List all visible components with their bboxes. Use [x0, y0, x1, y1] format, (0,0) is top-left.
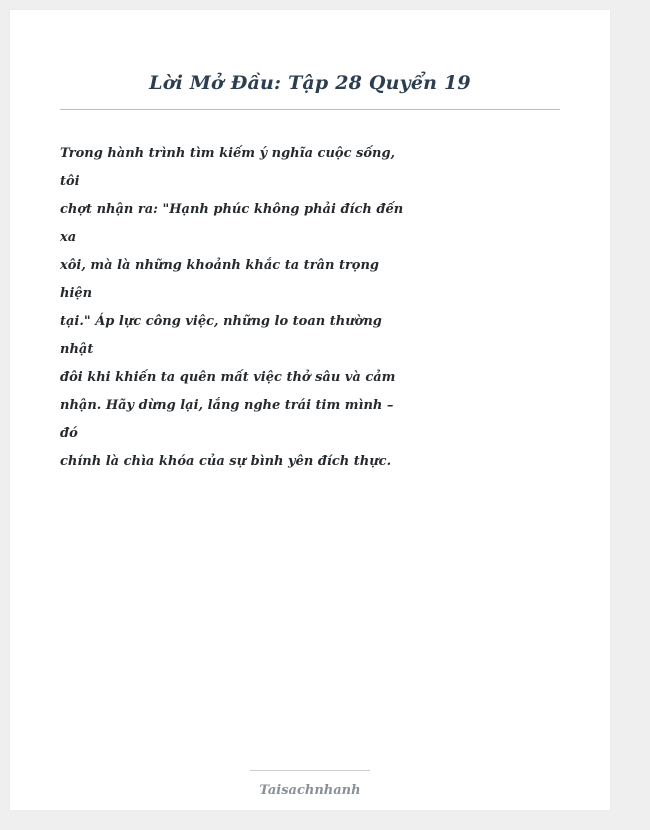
body-line: đó [60, 426, 78, 441]
body-line: hiện [60, 286, 93, 301]
footer-divider [250, 770, 370, 771]
body-line: xôi, mà là những khoảnh khắc ta trân trọng [60, 258, 380, 273]
body-text [60, 143, 404, 479]
body-line: xa [60, 230, 77, 245]
body-line: tôi [60, 174, 80, 189]
footer-brand: Taisachnhanh [259, 783, 361, 798]
body-line: chợt nhận ra: "Hạnh phúc không phải đích đến [60, 202, 404, 217]
body-line: tại." Áp lực công việc, những lo toan thường [60, 314, 382, 329]
body-line: nhật [60, 342, 94, 357]
document-page [10, 10, 610, 810]
body-line: chính là chìa khóa của sự bình yên đích thực. [60, 454, 392, 469]
body-line: nhận. Hãy dừng lại, lắng nghe trái tim mình – [60, 398, 394, 413]
body-line: Trong hành trình tìm kiếm ý nghĩa cuộc sống, [60, 146, 396, 161]
page-title: Lời Mở Đầu: Tập 28 Quyển 19 [149, 72, 471, 94]
body-line: đôi khi khiến ta quên mất việc thở sâu và cảm [60, 370, 396, 385]
title-divider [60, 109, 560, 110]
